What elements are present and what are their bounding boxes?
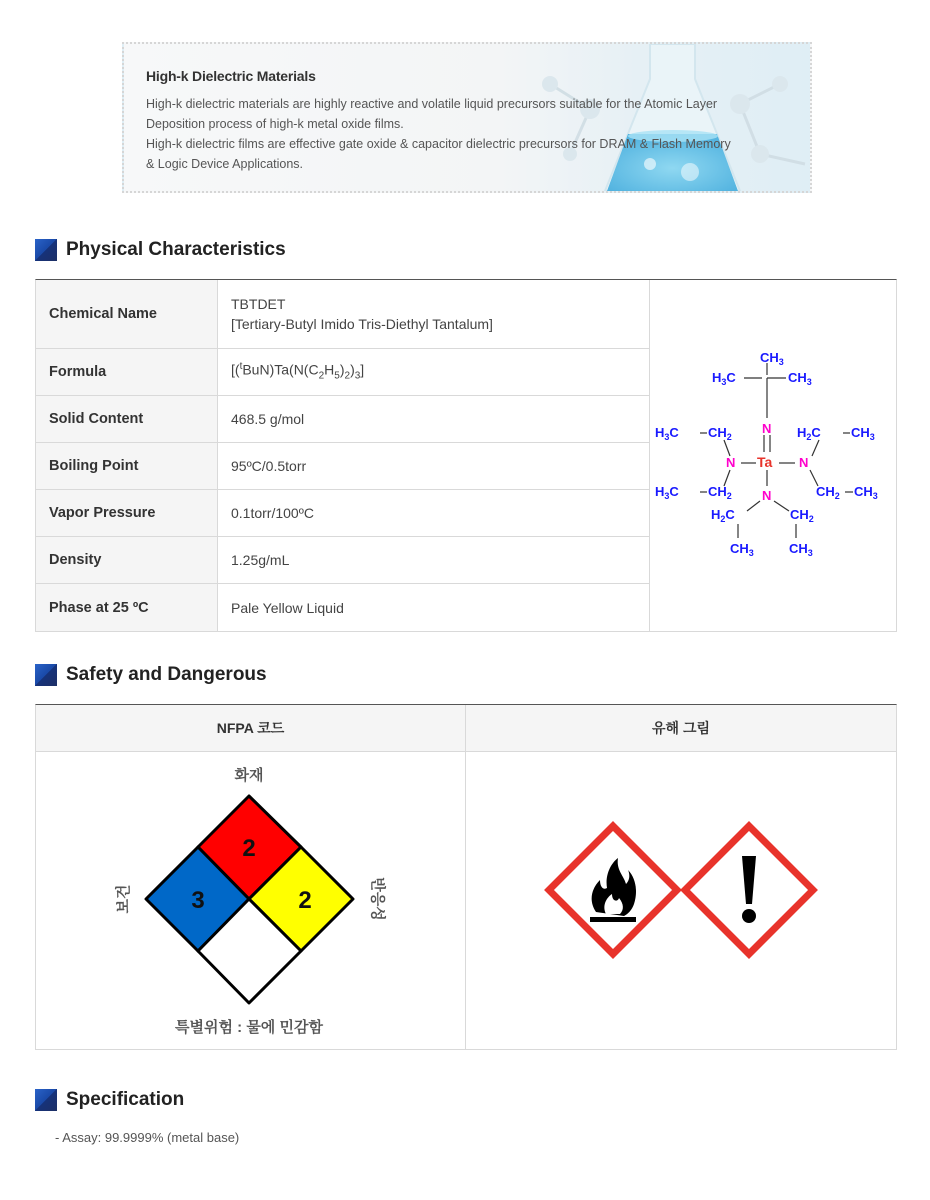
nfpa-fire-label: 화재 [234,767,264,784]
specification-heading-text: Specification [66,1089,185,1110]
nfpa-cell [36,752,466,1049]
section-square-icon [35,239,57,261]
table-row [36,537,649,584]
nfpa-reactivity-value: 2 [298,887,312,914]
banner-line-1: High-k dielectric materials are highly reactive and volatile liquid precursors suitable for the Atomic Layer [146,97,718,111]
svg-text:N: N [799,455,809,470]
flame-icon [549,826,677,954]
safety-heading [35,663,267,687]
section-square-icon [35,664,57,686]
svg-text:CH3: $CH_3$ [789,541,813,558]
hazard-column-header: 유해 그림 [466,705,896,752]
nfpa-fire-value: 2 [242,835,256,862]
hazard-pictograms-cell [466,752,896,1049]
svg-text:H3C: $H_3C$ [655,484,679,501]
safety-heading-text: Safety and Dangerous [66,664,267,685]
specification-heading [35,1088,184,1112]
row-label: Solid Content [36,396,218,442]
banner-line-3: High-k dielectric films are effective gate oxide & capacitor dielectric precursors for DRAM & Flash Memory [146,137,731,151]
table-row [36,490,649,537]
table-row [36,280,649,349]
banner-title: High-k Dielectric Materials [146,68,316,84]
safety-table [35,704,897,1050]
row-label: Formula [36,349,218,395]
svg-text:CH3: $CH_3$ [854,484,878,501]
banner-description [146,94,796,174]
physical-characteristics-table [35,279,897,632]
svg-text:CH3: $CH_3$ [788,370,812,387]
svg-text:CH2: $CH_2$ [708,484,732,501]
row-label: Phase at 25 ºC [36,584,218,631]
formula-value: $[(^tBuN)Ta(N(C_2H_5)_2)_3]$ [231,361,365,382]
nfpa-health-label: 보건 [115,884,132,914]
svg-text:CH2: $CH_2$ [708,425,732,442]
svg-text:H2C: $H_2C$ [711,507,735,524]
banner-line-2: Deposition process of high-k metal oxide films. [146,117,404,131]
nfpa-special-label: 특별위험 : 물에 민감함 [175,1019,323,1036]
svg-text:N: N [762,421,772,436]
svg-text:CH2: $CH_2$ [816,484,840,501]
svg-text:H3C: $H_3C$ [655,425,679,442]
row-value [218,280,649,348]
nfpa-reactivity-label: 반응성 [369,877,386,921]
svg-text:H2C: $H_2C$ [797,425,821,442]
svg-text:H3C: $H_3C$ [712,370,736,387]
table-row [36,396,649,443]
row-label: Boiling Point [36,443,218,489]
structure-cell [649,280,896,631]
tbtdet-structure-diagram [650,280,897,631]
exclamation-icon [685,826,813,954]
svg-text:CH3: $CH_3$ [851,425,875,442]
nfpa-health-value: 3 [191,887,205,914]
chemical-name-full: [Tertiary-Butyl Imido Tris-Diethyl Tantalum] [231,316,493,332]
table-row [36,349,649,396]
physical-characteristics-heading [35,238,286,262]
table-row [36,584,649,631]
row-label: Vapor Pressure [36,490,218,536]
row-label: Chemical Name [36,280,218,348]
chemical-name-abbr: TBTDET [231,296,286,312]
svg-text:CH3: $CH_3$ [760,350,784,367]
nfpa-diamond-icon [36,752,466,1049]
svg-text:N: N [762,488,772,503]
svg-text:N: N [726,455,736,470]
row-value: Pale Yellow Liquid [231,599,344,616]
banner-line-4: & Logic Device Applications. [146,157,304,171]
svg-text:Ta: Ta [757,454,773,470]
assay-spec: - Assay: 99.9999% (metal base) [55,1130,240,1145]
svg-text:CH2: $CH_2$ [790,507,814,524]
nfpa-column-header: NFPA 코드 [36,705,466,752]
ghs-pictograms [466,752,896,1049]
row-label: Density [36,537,218,583]
row-value: 95ºC/0.5torr [231,458,307,474]
intro-banner [122,42,812,193]
row-value: 468.5 g/mol [231,411,305,427]
row-value: 0.1torr/100ºC [231,505,314,521]
svg-text:CH3: $CH_3$ [730,541,754,558]
section-square-icon [35,1089,57,1111]
row-value: 1.25g/mL [231,552,290,568]
table-row [36,443,649,490]
physical-heading-text: Physical Characteristics [66,239,286,260]
